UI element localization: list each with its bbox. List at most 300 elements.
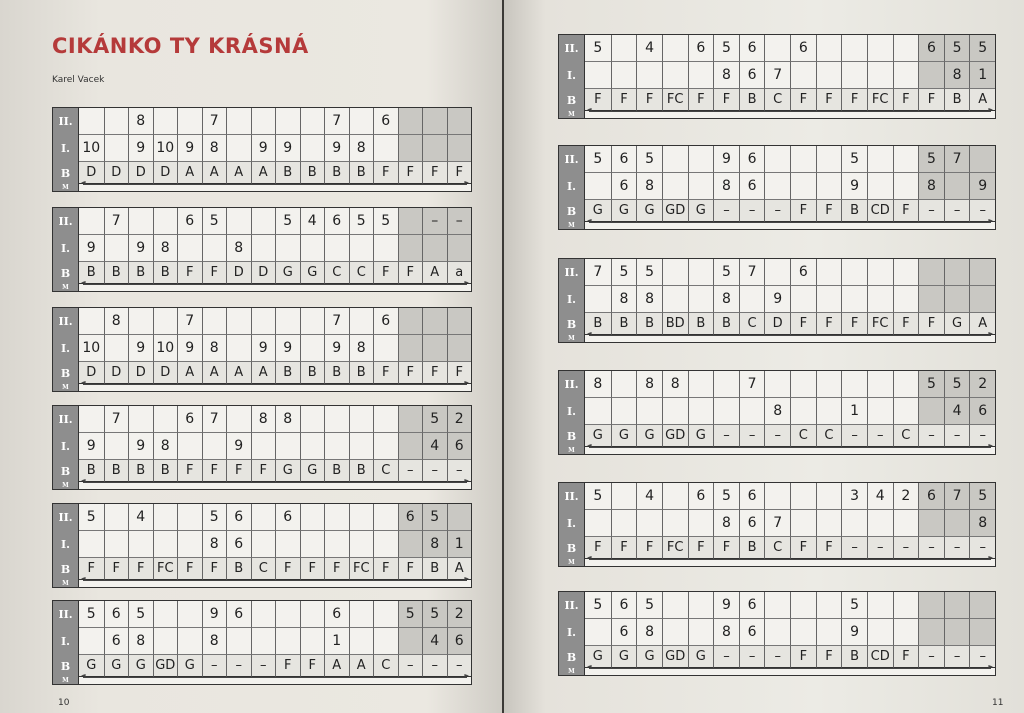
bass-cell: B (944, 89, 970, 111)
row-ii-cell: 7 (104, 406, 129, 433)
bass-cell: B (422, 558, 447, 580)
row-i-cell (867, 398, 893, 425)
bass-cell: C (324, 262, 349, 284)
row-i-cell: 8 (226, 235, 251, 262)
row-label-m: M (559, 111, 585, 118)
row-ii-cell (611, 35, 637, 62)
row-label: II. (53, 601, 79, 628)
row-ii-cell (447, 108, 472, 135)
bass-cell: – (739, 200, 765, 222)
bass-cell: – (739, 425, 765, 447)
bass-cell: G (585, 200, 611, 222)
bass-cell: F (422, 362, 447, 384)
bass-cell: F (373, 162, 398, 184)
bass-cell: – (918, 200, 944, 222)
bass-cell: – (398, 460, 423, 482)
row-i-cell (585, 510, 611, 537)
row-i-cell (636, 510, 662, 537)
row-ii-cell (349, 108, 374, 135)
row-label-m: M (53, 482, 79, 489)
bass-cell: F (816, 537, 842, 559)
bass-cell: G (611, 200, 637, 222)
notation-system (52, 307, 472, 392)
row-i-cell: 6 (739, 510, 765, 537)
bass-cell: BD (662, 313, 688, 335)
row-ii-cell: 2 (447, 601, 472, 628)
row-ii-cell (153, 108, 178, 135)
row-ii-cell (300, 406, 325, 433)
notation-system (52, 405, 472, 490)
row-ii-cell (275, 308, 300, 335)
row-ii-cell: 5 (918, 146, 944, 173)
row-ii-cell: 5 (79, 601, 104, 628)
row-i-cell (611, 398, 637, 425)
row-i-cell (177, 433, 202, 460)
row-i-cell (790, 286, 816, 313)
bass-cell: – (398, 655, 423, 677)
row-label: B (53, 460, 79, 482)
row-label: I. (53, 335, 79, 362)
row-i-cell (739, 286, 765, 313)
bass-cell: F (816, 89, 842, 111)
row-i-cell (585, 62, 611, 89)
bass-cell: D (79, 362, 104, 384)
row-i-cell: 8 (713, 286, 739, 313)
row-ii-cell (79, 108, 104, 135)
row-i-cell (841, 62, 867, 89)
row-ii-cell (79, 208, 104, 235)
row-ii-cell: 2 (447, 406, 472, 433)
row-label-m: M (53, 384, 79, 391)
row-ii-cell: 7 (177, 308, 202, 335)
row-label: I. (559, 510, 585, 537)
row-ii-cell (398, 406, 423, 433)
bass-cell: B (611, 313, 637, 335)
bass-cell: D (128, 162, 153, 184)
bass-cell: G (636, 425, 662, 447)
row-i-cell (611, 510, 637, 537)
row-ii-cell: 5 (969, 483, 995, 510)
row-i-cell (177, 628, 202, 655)
bass-cell: A (202, 162, 227, 184)
bass-cell: F (202, 558, 227, 580)
bass-cell: – (713, 646, 739, 668)
bass-cell: – (867, 537, 893, 559)
row-ii-cell (226, 406, 251, 433)
row-i-cell: 4 (944, 398, 970, 425)
bass-cell: F (422, 162, 447, 184)
bass-cell: C (764, 537, 790, 559)
bass-cell: – (713, 200, 739, 222)
row-i-cell (422, 335, 447, 362)
row-i-cell: 8 (153, 235, 178, 262)
row-ii-cell: 5 (585, 483, 611, 510)
bass-cell: B (153, 262, 178, 284)
row-i-cell: 9 (177, 335, 202, 362)
row-i-cell (226, 135, 251, 162)
row-i-cell: 8 (636, 286, 662, 313)
row-i-cell (373, 531, 398, 558)
bass-cell: D (79, 162, 104, 184)
row-ii-cell: 9 (713, 592, 739, 619)
row-ii-cell: 7 (739, 259, 765, 286)
row-ii-cell (251, 504, 276, 531)
row-i-cell (893, 619, 919, 646)
row-ii-cell (226, 208, 251, 235)
row-i-cell (816, 398, 842, 425)
row-i-cell: 4 (422, 433, 447, 460)
bass-cell: B (324, 362, 349, 384)
bass-cell: – (969, 425, 995, 447)
bellows-direction-line (83, 482, 467, 489)
row-label-m: M (53, 184, 79, 191)
row-i-cell (688, 286, 714, 313)
bass-cell: G (79, 655, 104, 677)
bass-cell: G (636, 200, 662, 222)
row-ii-cell (349, 406, 374, 433)
bass-cell: F (251, 460, 276, 482)
row-ii-cell: 5 (585, 35, 611, 62)
row-i-cell (585, 619, 611, 646)
row-i-cell (104, 135, 129, 162)
bass-cell: – (226, 655, 251, 677)
row-i-cell: 10 (79, 335, 104, 362)
bass-cell: B (275, 162, 300, 184)
row-ii-cell (128, 308, 153, 335)
row-ii-cell: 5 (944, 371, 970, 398)
row-i-cell (128, 531, 153, 558)
row-i-cell (324, 531, 349, 558)
bass-cell: F (585, 89, 611, 111)
row-i-cell (662, 62, 688, 89)
row-ii-cell: 7 (944, 146, 970, 173)
row-i-cell: 7 (764, 62, 790, 89)
bass-cell: F (79, 558, 104, 580)
bass-cell: a (447, 262, 472, 284)
bass-cell: FC (662, 89, 688, 111)
row-ii-cell: 6 (611, 592, 637, 619)
row-ii-cell (275, 601, 300, 628)
bass-cell: F (177, 558, 202, 580)
bass-cell: F (790, 313, 816, 335)
row-i-cell (373, 628, 398, 655)
bass-cell: C (893, 425, 919, 447)
bass-cell: F (790, 200, 816, 222)
row-ii-cell (349, 601, 374, 628)
bass-cell: B (688, 313, 714, 335)
notation-system (558, 258, 996, 343)
row-label: B (53, 362, 79, 384)
row-ii-cell (153, 308, 178, 335)
row-i-cell (202, 433, 227, 460)
row-ii-cell (867, 371, 893, 398)
row-ii-cell (764, 483, 790, 510)
row-i-cell: 10 (153, 335, 178, 362)
row-i-cell: 8 (636, 173, 662, 200)
row-label: II. (53, 208, 79, 235)
row-ii-cell (918, 592, 944, 619)
row-i-cell: 6 (611, 619, 637, 646)
row-i-cell: 9 (79, 235, 104, 262)
row-ii-cell (662, 146, 688, 173)
row-i-cell (447, 235, 472, 262)
row-ii-cell: 6 (226, 504, 251, 531)
row-i-cell (79, 628, 104, 655)
row-i-cell (251, 433, 276, 460)
row-i-cell: 9 (324, 135, 349, 162)
row-i-cell (324, 235, 349, 262)
row-i-cell (251, 628, 276, 655)
row-ii-cell (300, 601, 325, 628)
row-i-cell (79, 531, 104, 558)
row-ii-cell (816, 35, 842, 62)
bass-cell: – (969, 646, 995, 668)
row-i-cell (893, 62, 919, 89)
row-label: I. (53, 135, 79, 162)
row-ii-cell: 6 (790, 259, 816, 286)
bellows-direction-line (589, 222, 991, 229)
bass-cell: G (611, 425, 637, 447)
row-ii-cell (816, 371, 842, 398)
row-ii-cell: 5 (422, 601, 447, 628)
row-i-cell: 9 (128, 335, 153, 362)
row-ii-cell (816, 592, 842, 619)
row-ii-cell: 8 (275, 406, 300, 433)
bass-cell: B (300, 362, 325, 384)
bass-cell: F (104, 558, 129, 580)
bass-cell: FC (153, 558, 178, 580)
bellows-direction-line (589, 668, 991, 675)
page-number-left: 10 (58, 698, 70, 708)
row-i-cell (662, 173, 688, 200)
row-i-cell (867, 286, 893, 313)
bellows-direction-line (589, 111, 991, 118)
row-label: B (53, 558, 79, 580)
row-ii-cell (128, 208, 153, 235)
row-i-cell (713, 398, 739, 425)
row-i-cell (177, 531, 202, 558)
row-i-cell (893, 510, 919, 537)
row-label: I. (53, 235, 79, 262)
row-ii-cell (816, 259, 842, 286)
composer-name: Karel Vacek (52, 75, 105, 85)
row-i-cell (944, 286, 970, 313)
row-ii-cell: 5 (713, 483, 739, 510)
row-ii-cell (944, 259, 970, 286)
row-ii-cell (816, 146, 842, 173)
row-i-cell (816, 510, 842, 537)
row-ii-cell (688, 146, 714, 173)
bass-cell: A (324, 655, 349, 677)
bass-cell: GD (662, 646, 688, 668)
row-ii-cell: 6 (324, 601, 349, 628)
bass-cell: F (177, 460, 202, 482)
row-ii-cell (688, 592, 714, 619)
bass-cell: F (275, 558, 300, 580)
row-label: II. (559, 259, 585, 286)
row-i-cell: 6 (104, 628, 129, 655)
row-ii-cell (251, 308, 276, 335)
bass-cell: A (969, 313, 995, 335)
row-i-cell: 8 (713, 510, 739, 537)
bass-cell: – (969, 200, 995, 222)
row-i-cell (918, 510, 944, 537)
row-label: I. (53, 531, 79, 558)
bass-cell: G (944, 313, 970, 335)
row-ii-cell: 6 (739, 483, 765, 510)
bass-cell: D (153, 362, 178, 384)
row-label: B (559, 89, 585, 111)
bass-cell: F (373, 558, 398, 580)
row-ii-cell (764, 35, 790, 62)
notation-system (52, 503, 472, 588)
row-label-m: M (559, 559, 585, 566)
row-ii-cell: 6 (918, 35, 944, 62)
row-ii-cell: 7 (324, 108, 349, 135)
row-i-cell (398, 135, 423, 162)
bass-cell: D (153, 162, 178, 184)
bass-cell: A (251, 162, 276, 184)
row-ii-cell: 7 (585, 259, 611, 286)
row-ii-cell: 8 (662, 371, 688, 398)
row-ii-cell (177, 504, 202, 531)
row-i-cell (790, 62, 816, 89)
row-label: I. (53, 433, 79, 460)
bass-cell: D (104, 162, 129, 184)
bass-cell: B (636, 313, 662, 335)
row-i-cell (893, 286, 919, 313)
bass-cell: G (585, 425, 611, 447)
bass-cell: D (226, 262, 251, 284)
row-i-cell (202, 235, 227, 262)
row-ii-cell (251, 208, 276, 235)
row-i-cell (816, 62, 842, 89)
row-i-cell (585, 286, 611, 313)
row-ii-cell (349, 504, 374, 531)
row-ii-cell (969, 259, 995, 286)
row-ii-cell: 7 (104, 208, 129, 235)
bass-cell: B (104, 262, 129, 284)
row-i-cell: 9 (841, 173, 867, 200)
row-i-cell (398, 335, 423, 362)
bass-cell: – (251, 655, 276, 677)
row-i-cell: 6 (447, 628, 472, 655)
row-ii-cell (447, 308, 472, 335)
row-ii-cell: 5 (422, 504, 447, 531)
bass-cell: F (893, 89, 919, 111)
bass-cell: – (918, 425, 944, 447)
row-i-cell: 8 (713, 62, 739, 89)
row-ii-cell: 2 (969, 371, 995, 398)
row-ii-cell: 6 (918, 483, 944, 510)
row-ii-cell (177, 601, 202, 628)
row-ii-cell: 7 (944, 483, 970, 510)
row-i-cell (816, 286, 842, 313)
bass-cell: F (688, 537, 714, 559)
bass-cell: – (422, 460, 447, 482)
bass-cell: F (611, 537, 637, 559)
row-label: B (559, 200, 585, 222)
row-i-cell: 9 (841, 619, 867, 646)
bass-cell: CD (867, 200, 893, 222)
row-ii-cell (202, 308, 227, 335)
row-ii-cell: 8 (251, 406, 276, 433)
row-ii-cell: 5 (275, 208, 300, 235)
row-i-cell (662, 510, 688, 537)
bass-cell: F (398, 558, 423, 580)
bass-cell: B (226, 558, 251, 580)
row-ii-cell: 9 (202, 601, 227, 628)
row-i-cell: 6 (739, 619, 765, 646)
bass-cell: D (764, 313, 790, 335)
notation-system (52, 107, 472, 192)
song-title: CIKÁNKO TY KRÁSNÁ (52, 34, 309, 58)
row-ii-cell: 7 (202, 406, 227, 433)
row-label-m: M (53, 580, 79, 587)
row-i-cell (104, 433, 129, 460)
bass-cell: FC (349, 558, 374, 580)
row-i-cell (688, 173, 714, 200)
bass-cell: F (893, 646, 919, 668)
row-ii-cell (447, 504, 472, 531)
row-i-cell (300, 433, 325, 460)
row-i-cell: 8 (764, 398, 790, 425)
row-ii-cell (324, 504, 349, 531)
row-ii-cell: 6 (104, 601, 129, 628)
bass-cell: G (275, 460, 300, 482)
row-ii-cell: 5 (636, 146, 662, 173)
bass-cell: F (226, 460, 251, 482)
row-ii-cell: 5 (79, 504, 104, 531)
row-i-cell (816, 619, 842, 646)
bass-cell: – (944, 537, 970, 559)
bass-cell: – (764, 425, 790, 447)
bass-cell: G (611, 646, 637, 668)
row-i-cell: 8 (202, 135, 227, 162)
row-ii-cell (251, 108, 276, 135)
bass-cell: C (251, 558, 276, 580)
notation-system (52, 207, 472, 292)
bass-cell: C (373, 460, 398, 482)
row-ii-cell: 5 (841, 146, 867, 173)
row-i-cell (349, 433, 374, 460)
row-ii-cell: 6 (688, 483, 714, 510)
bass-cell: A (177, 362, 202, 384)
bass-cell: F (918, 313, 944, 335)
row-label: I. (559, 286, 585, 313)
bass-cell: F (373, 362, 398, 384)
bellows-direction-line (83, 677, 467, 684)
row-i-cell: 8 (944, 62, 970, 89)
bass-cell: B (79, 262, 104, 284)
bass-cell: F (324, 558, 349, 580)
row-ii-cell (275, 108, 300, 135)
row-i-cell (969, 619, 995, 646)
row-i-cell (398, 531, 423, 558)
bass-cell: FC (867, 313, 893, 335)
row-ii-cell: – (447, 208, 472, 235)
row-ii-cell (662, 592, 688, 619)
bass-cell: A (447, 558, 472, 580)
row-i-cell: 8 (349, 135, 374, 162)
row-ii-cell: 5 (969, 35, 995, 62)
row-label-m: M (559, 447, 585, 454)
row-i-cell (918, 398, 944, 425)
row-ii-cell: 6 (688, 35, 714, 62)
bass-cell: F (790, 646, 816, 668)
row-ii-cell (790, 146, 816, 173)
row-i-cell: 8 (969, 510, 995, 537)
